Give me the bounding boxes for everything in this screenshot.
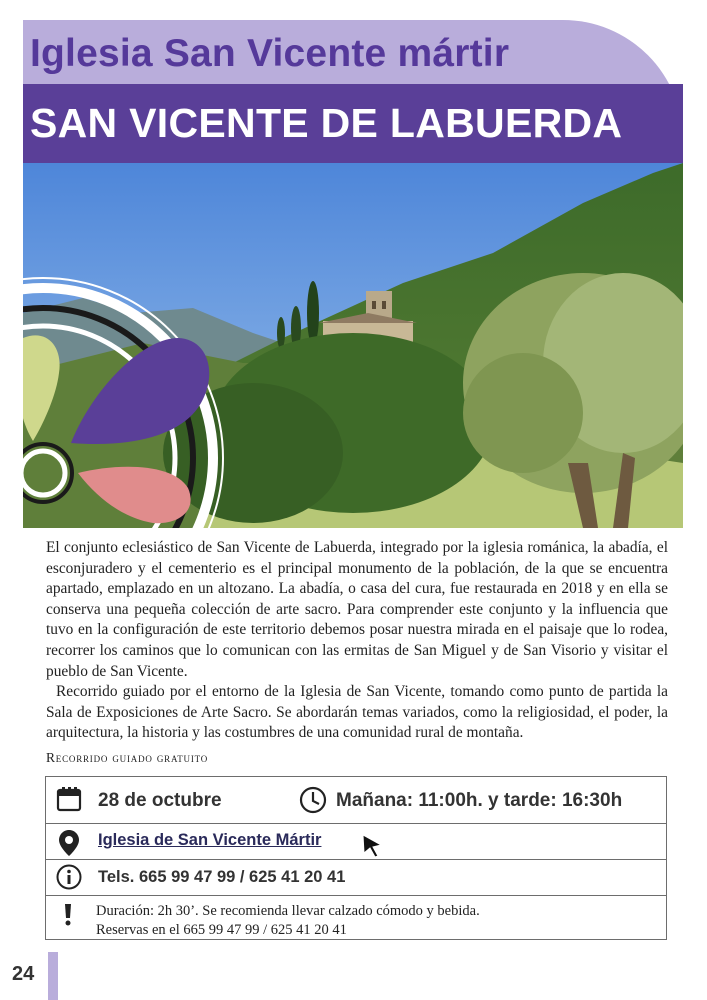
- event-schedule: Mañana: 11:00h. y tarde: 16:30h: [336, 790, 623, 811]
- event-notes: [96, 902, 480, 940]
- exclamation-icon: [62, 903, 74, 931]
- location-pin-icon: [58, 829, 80, 861]
- calendar-icon: [56, 786, 82, 816]
- reservation-note: Reservas en el 665 99 47 99 / 625 41 20 41: [96, 922, 347, 938]
- guided-tour-label: Recorrido guiado gratuito: [46, 750, 209, 765]
- page-title: SAN VICENTE DE LABUERDA: [30, 100, 623, 146]
- contact-phones: Tels. 665 99 47 99 / 625 41 20 41: [98, 868, 346, 886]
- event-date: 28 de octubre: [98, 790, 222, 811]
- clock-icon: [299, 786, 327, 818]
- date-time-row: [46, 777, 666, 824]
- church-landscape-photo: [23, 163, 683, 528]
- page-subtitle: Iglesia San Vicente mártir: [30, 32, 510, 75]
- duration-note: Duración: 2h 30’. Se recomienda llevar calzado cómodo y bebida.: [96, 903, 480, 919]
- event-info-box: [45, 776, 667, 940]
- location-row: [46, 823, 666, 860]
- page-number-bar: [48, 952, 58, 1000]
- notes-row: [46, 895, 666, 939]
- location-link[interactable]: Iglesia de San Vicente Mártir: [98, 831, 322, 849]
- description-text: [46, 538, 668, 744]
- page-number: 24: [12, 963, 35, 985]
- phones-row: [46, 859, 666, 896]
- info-icon: [56, 864, 82, 894]
- description-paragraph-2: Recorrido guiado por el entorno de la Iglesia de San Vicente, tomando como punto de partida la Sala de Exposiciones de Arte Sacro. Se abordarán temas variados, como la religiosidad, el poder, la arquitectura, la historia y las costumbres de una comunidad rural de montaña.: [46, 683, 668, 742]
- description-paragraph-1: El conjunto eclesiástico de San Vicente de Labuerda, integrado por la iglesia románica, la abadía, el esconjuradero y el cementerio es el principal monumento de la población, de la que se encuentra apartado, emplazado en un altozano. La abadía, o casa del cura, fue restaurada en 2018 y en ella se conserva una pequeña colección de arte sacro. Para comprender este conjunto y la influencia que tuvo en la configuración de este territorio debemos posar nuestra mirada en el paisaje que lo rodea, recorrer los caminos que lo comunican con las ermitas de San Miguel y de San Visorio y visitar el pueblo de San Vicente.: [46, 539, 668, 680]
